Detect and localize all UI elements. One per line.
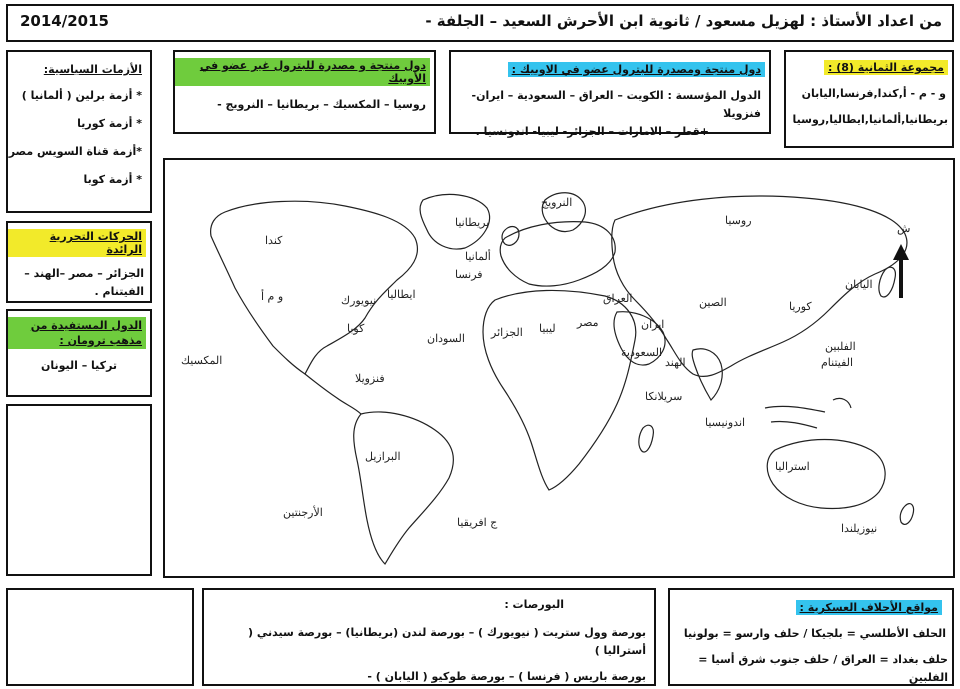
map-label-sudan: السودان: [427, 332, 465, 345]
map-label-france: فرنسا: [455, 268, 483, 281]
map-label-china: الصين: [699, 296, 727, 309]
opec-non-box: [173, 50, 436, 134]
header-bar: [6, 4, 954, 42]
map-label-australia: استراليا: [775, 460, 810, 473]
liberation-line2: الفيتنام .: [94, 285, 144, 298]
map-label-mexico: المكسيك: [181, 354, 223, 367]
map-label-russia: روسيا: [725, 214, 752, 227]
g8-box: [784, 50, 954, 148]
india-shape: [692, 349, 722, 400]
central-america-shape: [305, 374, 361, 414]
g8-title: مجموعة الثمانية (8) :: [824, 60, 948, 75]
bourses-box: [202, 588, 656, 686]
map-label-japan: اليابان: [845, 278, 873, 291]
alliances-line2: حلف بغداد = العراق / حلف جنوب شرق أسيا = الفلبين: [698, 653, 948, 684]
school-year: 2014/2015: [20, 12, 109, 30]
map-label-srilanka: سريلانكا: [645, 390, 683, 403]
south-america-shape: [354, 412, 454, 564]
map-label-cuba: كوبا: [347, 322, 365, 335]
map-label-indonesia: اندونيسيا: [705, 416, 746, 429]
new-zealand-shape: [900, 504, 913, 525]
crises-item-1: * أزمة برلين ( ألمانيا ): [21, 89, 142, 102]
opec-members-box: [449, 50, 771, 138]
map-label-iraq: العراق: [603, 292, 633, 305]
empty-box-bottom-left: [6, 588, 194, 686]
world-map: [163, 158, 955, 578]
madagascar-shape: [639, 425, 654, 452]
map-label-philippines: الفلبين: [825, 340, 856, 353]
map-label-egypt: مصر: [577, 316, 599, 329]
opec-non-line1: روسيا – المكسيك – بريطانيا – النرويج -: [217, 98, 426, 111]
empty-box-left: [6, 404, 152, 576]
bourses-title: البورصات :: [504, 598, 564, 611]
map-label-korea: كوريا: [789, 300, 812, 313]
opec-members-title: دول منتجة ومصدرة للبترول عضو في الاوبيك :: [508, 62, 765, 77]
map-label-brazil: البرازيل: [365, 450, 401, 463]
uk-shape: [502, 227, 519, 246]
map-label-germany: ألمانيا: [465, 250, 491, 263]
crises-item-2: * أزمة كوريا: [77, 117, 142, 130]
map-label-algeria: الجزائر: [491, 326, 523, 339]
europe-shape: [500, 222, 615, 286]
map-label-argentina: الأرجنتين: [283, 506, 323, 519]
author-line: من اعداد الأستاذ : لهزيل مسعود / ثانوية ابن الأحرش السعيد – الجلفة -: [425, 12, 942, 30]
crises-item-3: *أزمة قناة السويس مصر: [8, 145, 142, 158]
truman-line1: تركيا – اليونان: [40, 359, 118, 372]
crises-box: [6, 50, 152, 213]
truman-box: [6, 309, 152, 397]
africa-shape: [483, 290, 636, 490]
map-label-newzealand: نيوزيلندا: [841, 522, 878, 535]
indonesia-shape: [765, 398, 851, 428]
g8-line1: و - م - أ,كندا,فرنسا,اليابان: [801, 87, 946, 100]
map-label-newyork: نيويورك: [341, 294, 377, 307]
map-label-india: الهند: [665, 356, 686, 369]
opec-non-title: دول منتجة و مصدرة للبترول غير عضو في الأوبيك: [175, 58, 430, 86]
map-label-iran: ايران: [641, 318, 665, 331]
map-label-norway: النرويج: [541, 196, 573, 209]
liberation-box: [6, 221, 152, 303]
map-label-libya: ليبيا: [539, 322, 556, 335]
opec-members-line1: الدول المؤسسة : الكويت – العراق – السعودية – ايران- فنزويلا: [471, 89, 761, 120]
map-label-canada: كندا: [265, 234, 283, 247]
map-label-uk: بريطانيا: [455, 216, 490, 229]
australia-shape: [767, 440, 885, 509]
liberation-title: الحركات التحررية الرائدة: [8, 229, 146, 257]
map-label-usa: و م أ: [261, 290, 284, 303]
map-label-saudi: السعودية: [621, 346, 663, 359]
crises-item-4: * أزمة كوبا: [83, 173, 142, 186]
alliances-line1: الحلف الأطلسي = بلجيكا / حلف وارسو = بولونيا: [683, 627, 946, 640]
crises-title: الأزمات السياسية:: [43, 63, 142, 76]
map-label-south-africa: ج افريقيا: [457, 516, 498, 529]
map-label-italy: ايطاليا: [387, 288, 416, 301]
bourses-line1: بورصة وول ستريت ( نيويورك ) – بورصة لندن (بريطانيا) – بورصة سيدني ( أستراليا ): [248, 626, 646, 657]
map-label-vietnam: الفيتنام: [821, 356, 854, 369]
north-label: ش: [897, 222, 911, 235]
alliances-box: [668, 588, 954, 686]
truman-title: الدول المستفيدة من مذهب ترومان :: [8, 317, 146, 349]
opec-members-line2: +قطر – الامارات – الجزائر- ليبيا- اندونسيا .: [475, 125, 709, 138]
g8-line2: بريطانيا,ألمانيا,ايطاليا,روسيا: [792, 113, 948, 126]
liberation-line1: الجزائر – مصر –الهند –: [24, 267, 144, 280]
world-map-drawing: [165, 160, 953, 576]
alliances-title: مواقع الأحلاف العسكرية :: [796, 600, 942, 615]
map-label-venezuela: فنزويلا: [355, 372, 385, 385]
bourses-line2: بورصة باريس ( فرنسا ) – بورصة طوكيو ( اليابان ) -: [367, 670, 646, 683]
